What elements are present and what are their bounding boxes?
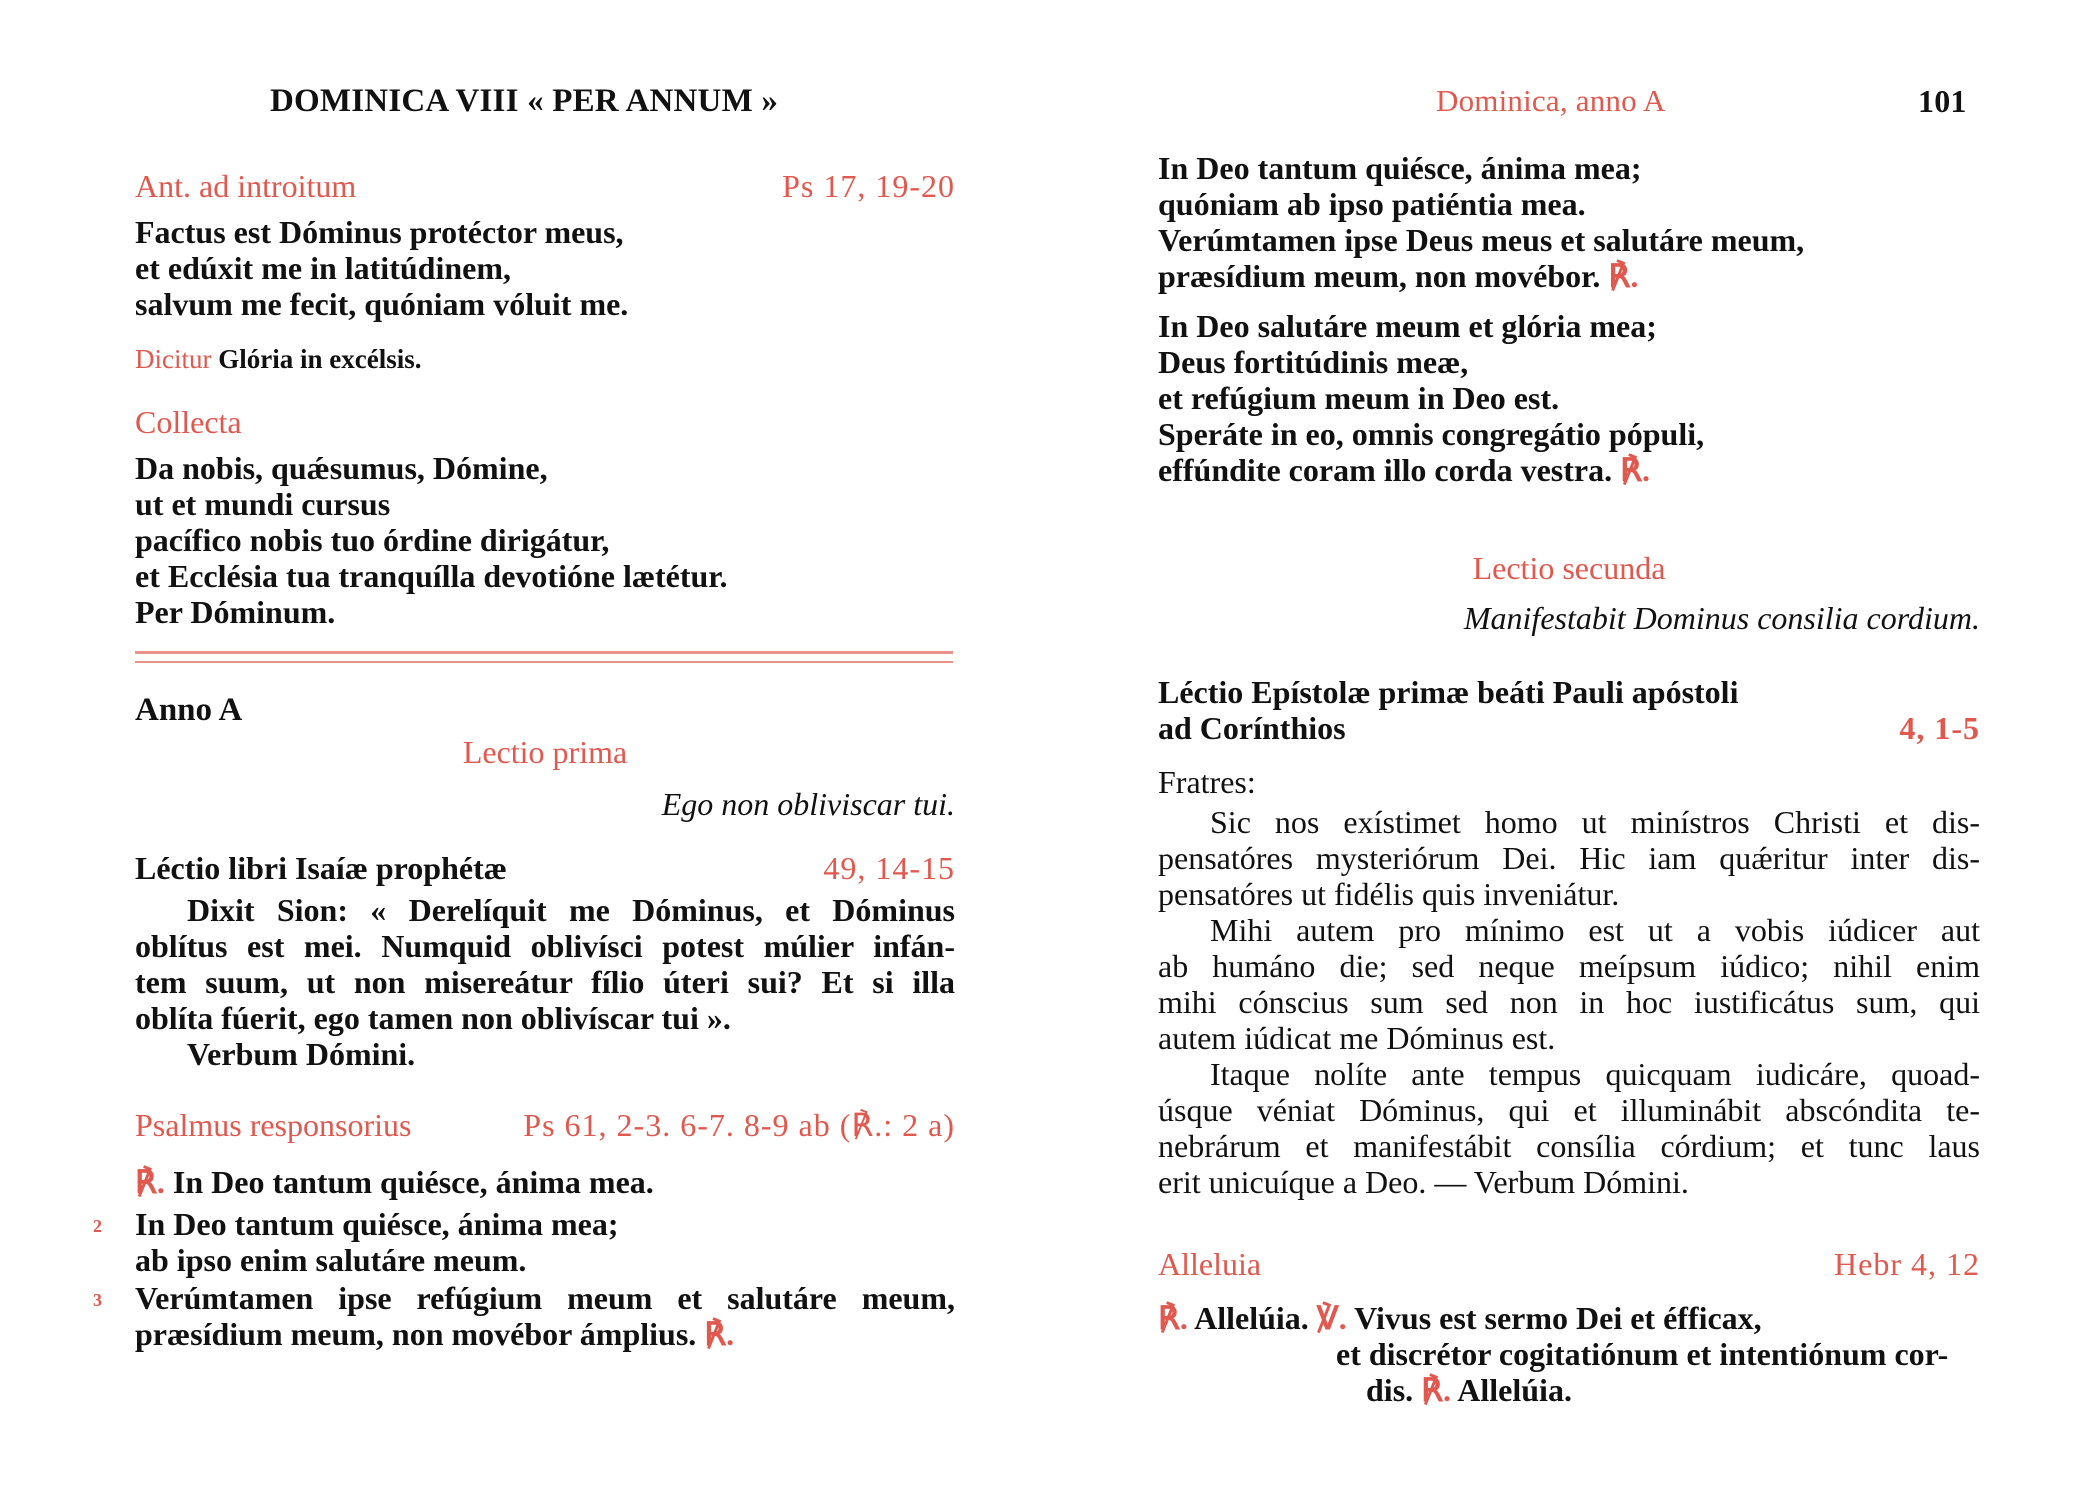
text-line: Sic nos exístimet homo ut minístros Christi et dis- [1210,804,1980,840]
text-line: Allelúia. [1457,1372,1572,1408]
text-line: ab humáno die; sed neque meípsum iúdico; nihil enim [1158,948,1980,984]
text-line: et discrétor cogitatiónum et intentiónum cor- [1336,1336,1949,1372]
alleluia-header [1158,1246,1980,1283]
psalm-ref [523,1106,955,1144]
text-line: Deus fortitúdinis meæ, [1158,344,1469,380]
psalm-verse-2 [93,1206,955,1278]
first-reading-ref: 49, 14-15 [823,850,955,886]
alleluia-text [1158,1300,1980,1408]
psalm-stanza-2 [1158,308,1980,488]
response-symbol: ℟. [135,1164,165,1200]
text-line: præsídium meum, non movébor. [1158,258,1601,294]
text-line: Fratres: [1158,764,1256,800]
response-symbol: ℟. [1421,1372,1452,1408]
section-divider [135,651,953,663]
psalm-response [135,1164,955,1200]
second-reading-theme: Manifestabit Dominus consilia cordium. [1463,600,1980,636]
psalm-header [135,1106,955,1144]
verse-number: 2 [93,1216,102,1236]
reading-closing: Verbum Dómini. [187,1036,416,1072]
text-line: Da nobis, quǽsumus, Dómine, [135,450,548,486]
introit-text [135,214,955,322]
text-line: Factus est Dóminus protéctor meus, [135,214,624,250]
anno-label: Anno A [135,692,243,728]
text-line: et Ecclésia tua tranquílla devotióne lætétur. [135,558,728,594]
response-symbol: ℟. [1158,1300,1188,1336]
second-reading-heading: Lectio secunda [1472,550,1666,586]
text-line: Speráte in eo, omnis congregátio pópuli, [1158,416,1705,452]
gloria-text: Glória in excélsis. [218,344,422,374]
first-reading-text [135,892,955,1072]
text-line: dis. [1366,1372,1414,1408]
first-reading-title-row [135,850,955,887]
text-line: Itaque nolíte ante tempus quicquam iudicáre, quoad- [1210,1056,1980,1092]
response-symbol: ℟ [851,1107,875,1143]
text-line: pensatóres mysteriórum Dei. Hic iam quǽritur inter dis- [1158,840,1980,876]
response-symbol: ℟. [1608,258,1639,294]
text-line: tem suum, ut non misereátur fílio úteri sui? Et si illa [135,964,955,1000]
response-symbol: ℟. [1620,452,1650,488]
text-line: quóniam ab ipso patiéntia mea. [1158,186,1586,222]
introit-heading: Ant. ad introitum [135,168,357,204]
first-reading-title: Léctio libri Isaíæ prophétæ [135,850,507,886]
alleluia-heading: Alleluia [1158,1246,1262,1282]
psalm-heading: Psalmus responsorius [135,1107,412,1143]
text-line: Per Dóminum. [135,594,336,630]
response-symbol: ℟. [704,1316,735,1352]
text-line: ad Corínthios [1158,710,1346,746]
text-line: pensatóres ut fidélis quis inveniátur. [1158,876,1620,912]
gloria-rubric [135,344,955,375]
text-line: ut et mundi cursus [135,486,391,522]
text-line: et refúgium meum in Deo est. [1158,380,1560,416]
response-text: In Deo tantum quiésce, ánima mea. [172,1164,654,1200]
right-running-head: Dominica, anno A [1436,83,1666,118]
text-line: oblíta fúerit, ego tamen non oblivíscar tui ». [135,1000,731,1036]
text-line: erit unicuíque a Deo. — Verbum Dómini. [1158,1164,1689,1200]
text-line: salvum me fecit, quóniam vóluit me. [135,286,629,322]
text-line: effúndite coram illo corda vestra. [1158,452,1613,488]
text-line: autem iúdicat me Dóminus est. [1158,1020,1556,1056]
text-line: oblítus est mei. Numquid oblivísci potest múlier infán- [135,928,955,964]
text-line: et edúxit me in latitúdinem, [135,250,511,286]
psalm-verse-3 [93,1280,955,1352]
text-line: nebrárum et manifestábit consília córdium; et tunc laus [1158,1128,1980,1164]
text-line: úsque véniat Dóminus, qui et illuminábit abscóndita te- [1158,1092,1980,1128]
text-line: Allelúia. [1194,1300,1309,1336]
text-line: ab ipso enim salutáre meum. [135,1242,527,1278]
verse-symbol: ℣. [1316,1300,1347,1336]
text-line: præsídium meum, non movébor ámplius. [135,1316,697,1352]
collect-text [135,450,955,630]
page-number: 101 [1918,83,1967,119]
psalm-ref-end: .: 2 a) [874,1107,955,1143]
psalm-stanza-1 [1158,150,1980,294]
text-line: In Deo salutáre meum et glória mea; [1158,308,1657,344]
text-line: mihi cónscius sum sed non in hoc iustificátus sum, qui [1158,984,1980,1020]
psalm-ref-text: Ps 61, 2-3. 6-7. 8-9 ab ( [523,1107,852,1143]
left-running-head: DOMINICA VIII « PER ANNUM » [270,83,779,119]
collect-heading: Collecta [135,404,242,440]
text-line: In Deo tantum quiésce, ánima mea; [1158,150,1642,186]
verse-number: 3 [93,1290,102,1310]
second-reading-title [1158,674,1980,746]
second-reading-text [1158,764,1980,1200]
text-line: Vivus est sermo Dei et éfficax, [1354,1300,1762,1336]
text-line: Mihi autem pro mínimo est ut a vobis iúdicer aut [1210,912,1980,948]
alleluia-ref: Hebr 4, 12 [1834,1246,1980,1282]
first-reading-theme: Ego non obliviscar tui. [661,786,955,822]
introit-ref: Ps 17, 19-20 [782,168,955,204]
second-reading-ref: 4, 1-5 [1899,710,1980,746]
gloria-label: Dicitur [135,344,212,374]
text-line: Dixit Sion: « Derelíquit me Dóminus, et Dóminus [187,892,955,928]
text-line: In Deo tantum quiésce, ánima mea; [135,1206,619,1242]
text-line: Léctio Epístolæ primæ beáti Pauli apóstoli [1158,674,1739,710]
first-reading-heading: Lectio prima [462,734,628,770]
introit-header [135,168,955,205]
text-line: Verúmtamen ipse refúgium meum et salutáre meum, [135,1280,955,1316]
text-line: Verúmtamen ipse Deus meus et salutáre meum, [1158,222,1805,258]
text-line: pacífico nobis tuo órdine dirigátur, [135,522,610,558]
